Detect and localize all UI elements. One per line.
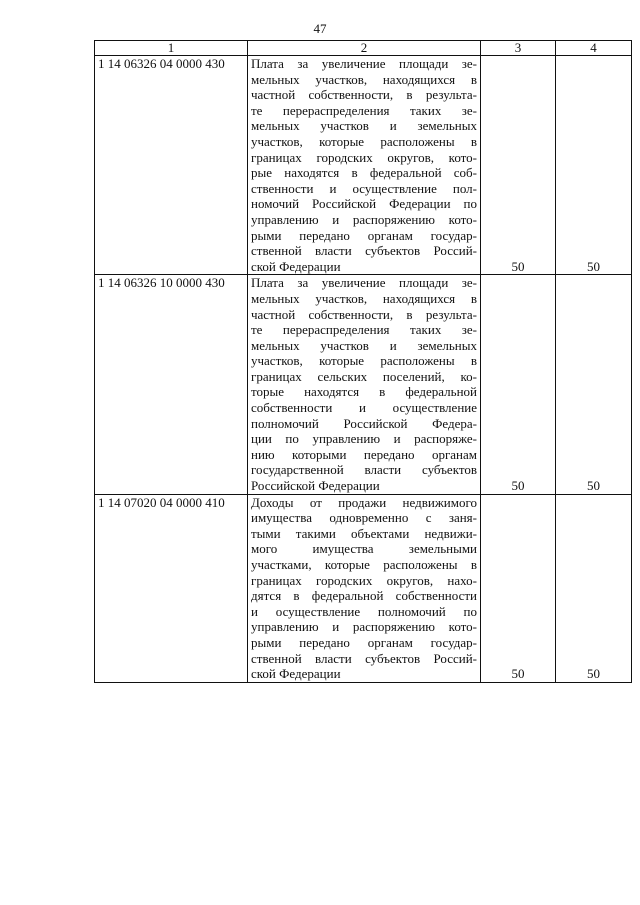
column-4-value: 50 [556, 56, 632, 275]
description-line: границах сельских поселений, ко- [251, 368, 477, 384]
description-line: торые находятся в федеральной [251, 384, 477, 400]
column-3-value: 50 [481, 275, 556, 494]
description-line: Плата за увеличение площади зе- [251, 56, 477, 71]
column-header-3: 3 [481, 41, 556, 56]
description-line: нию которыми передано органам [251, 446, 477, 462]
description-line: те перераспределения таких зе- [251, 322, 477, 338]
description-line: ственности и осуществление пол- [251, 180, 477, 196]
revenue-code-cell: 1 14 06326 10 0000 430 [95, 275, 248, 494]
description-line: ской Федерации [251, 258, 341, 274]
table-row [95, 275, 632, 494]
page-number: 47 [313, 21, 327, 36]
revenue-description-cell [248, 275, 481, 494]
description-line: границах городских округов, нахо- [251, 572, 477, 588]
table-row [95, 56, 632, 275]
table-body [95, 56, 632, 683]
column-3-value: 50 [481, 56, 556, 275]
description-line: рыми передано органам государ- [251, 634, 477, 650]
description-line: Доходы от продажи недвижимого [251, 494, 477, 510]
description-line: собственности и осуществление [251, 400, 477, 416]
column-header-4: 4 [556, 41, 632, 56]
description-line: рыми передано органам государ- [251, 227, 477, 243]
description-line: рые находятся в федеральной соб- [251, 165, 477, 181]
description-line: участков, которые расположены в [251, 133, 477, 149]
description-line: Российской Федерации [251, 478, 380, 494]
description-line: мельных участков, находящихся в [251, 290, 477, 306]
description-line: участками, которые расположены в [251, 557, 477, 572]
revenue-table [94, 40, 632, 683]
revenue-description-cell [248, 494, 481, 682]
description-line: ственной власти субъектов Россий- [251, 243, 477, 259]
description-line: Плата за увеличение площади зе- [251, 275, 477, 291]
description-line: номочий Российской Федерации по [251, 196, 477, 212]
description-line: участков, которые расположены в [251, 353, 477, 369]
description-line: ской Федерации [251, 666, 341, 682]
description-line: дятся в федеральной собственности [251, 588, 477, 604]
description-line: мельных участков, находящихся в [251, 71, 477, 87]
revenue-code-cell: 1 14 06326 04 0000 430 [95, 56, 248, 275]
table-header-row [95, 41, 632, 56]
description-line: частной собственности, в результа- [251, 306, 477, 322]
revenue-code-cell: 1 14 07020 04 0000 410 [95, 494, 248, 682]
description-line: полномочий Российской Федера- [251, 415, 477, 431]
revenue-description-cell [248, 56, 481, 275]
description-line: мельных участков и земельных [251, 118, 477, 134]
column-3-value: 50 [481, 494, 556, 682]
description-line: границах городских округов, кото- [251, 149, 477, 165]
description-line: и осуществление полномочий по [251, 603, 477, 619]
description-line: частной собственности, в результа- [251, 87, 477, 103]
description-line: ственной власти субъектов Россий- [251, 650, 477, 666]
table-row [95, 494, 632, 682]
description-line: ции по управлению и распоряже- [251, 431, 477, 447]
description-line: те перераспределения таких зе- [251, 102, 477, 118]
description-line: мого имущества земельными [251, 541, 477, 557]
description-line: имущества одновременно с заня- [251, 510, 477, 526]
description-line: мельных участков и земельных [251, 337, 477, 353]
description-line: государственной власти субъектов [251, 462, 477, 478]
description-line: управлению и распоряжению кото- [251, 211, 477, 227]
column-4-value: 50 [556, 494, 632, 682]
description-line: управлению и распоряжению кото- [251, 619, 477, 635]
column-4-value: 50 [556, 275, 632, 494]
description-line: тыми такими объектами недвижи- [251, 525, 477, 541]
column-header-1: 1 [95, 41, 248, 56]
column-header-2: 2 [248, 41, 481, 56]
